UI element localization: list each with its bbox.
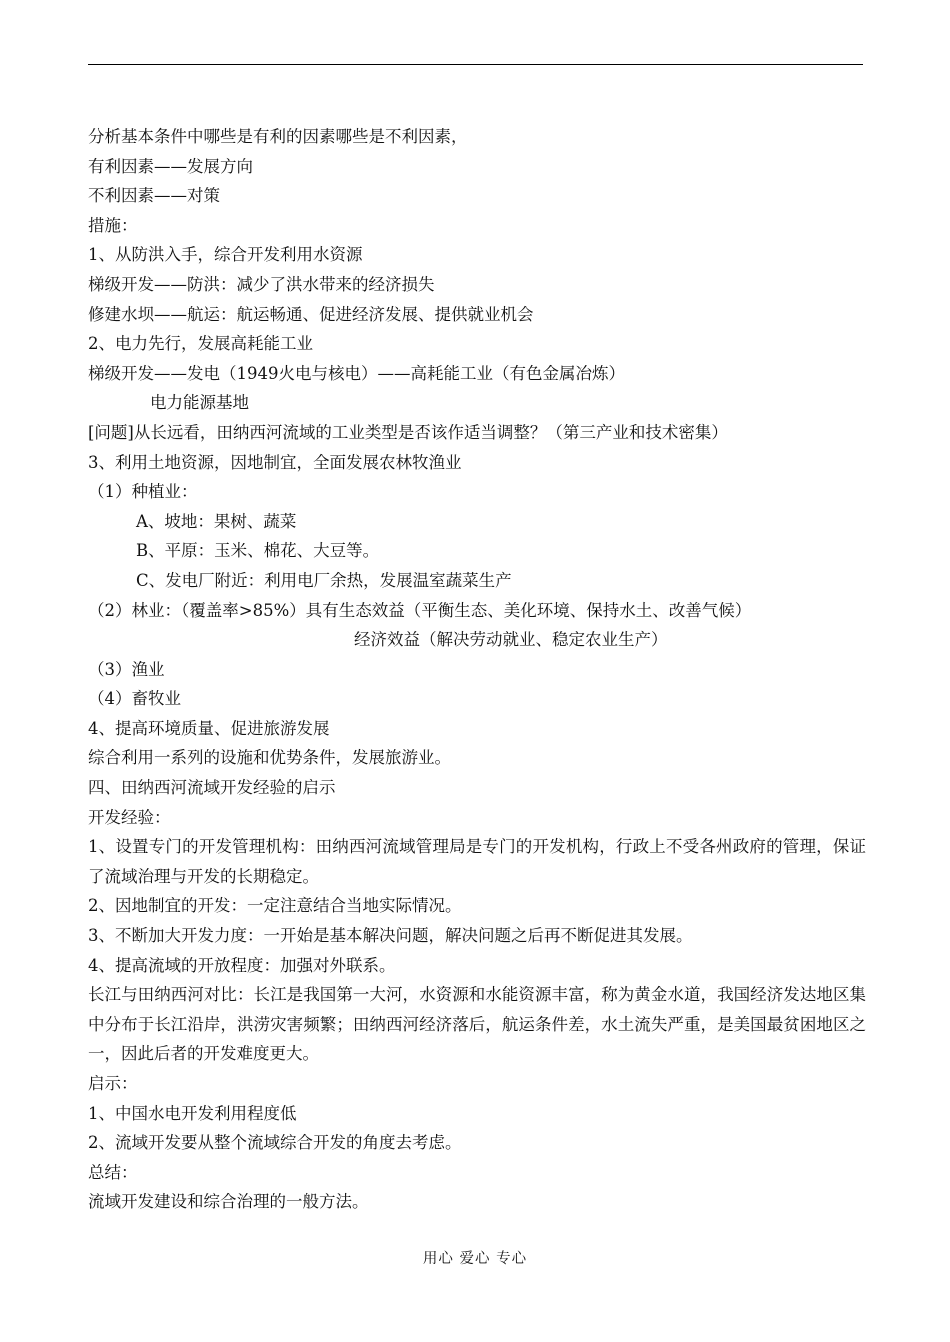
text-line: 措施：: [88, 215, 138, 235]
text-line: 梯级开发——防洪：减少了洪水带来的经济损失: [88, 274, 435, 294]
text-line: 不利因素——对策: [88, 186, 220, 206]
text-line: 3、利用土地资源，因地制宜，全面发展农林牧渔业: [88, 452, 462, 472]
text-line: 2、因地制宜的开发：一定注意结合当地实际情况。: [88, 896, 462, 916]
text-line: 电力能源基地: [150, 393, 249, 413]
header-rule: [88, 64, 863, 65]
text-line: 修建水坝——航运：航运畅通、促进经济发展、提供就业机会: [88, 304, 534, 324]
text-line: （1）种植业：: [88, 482, 198, 502]
text-line: 4、提高环境质量、促进旅游发展: [88, 718, 330, 738]
text-line: A、坡地：果树、蔬菜: [136, 511, 297, 531]
text-line: （2）林业：（覆盖率>85%）具有生态效益（平衡生态、美化环境、保持水土、改善气候）: [88, 600, 752, 620]
text-line: [问题]从长远看，田纳西河流域的工业类型是否该作适当调整？（第三产业和技术密集）: [88, 422, 728, 442]
page-footer: 用心 爱心 专心: [422, 1251, 528, 1267]
text-line: 四、田纳西河流域开发经验的启示: [88, 778, 336, 798]
text-line: 1、从防洪入手，综合开发利用水资源: [88, 245, 363, 265]
text-line: 1、中国水电开发利用程度低: [88, 1103, 297, 1123]
text-line: 2、电力先行，发展高耗能工业: [88, 334, 313, 354]
text-line: 3、不断加大开发力度：一开始是基本解决问题，解决问题之后再不断促进其发展。: [88, 926, 693, 946]
text-paragraph: 1、设置专门的开发管理机构：田纳西河流域管理局是专门的开发机构，行政上不受各州政府的管理，保证了流域治理与开发的长期稳定。: [88, 837, 866, 886]
text-line: 有利因素——发展方向: [88, 156, 253, 176]
text-line: （3）渔业: [88, 659, 165, 679]
text-paragraph: 长江与田纳西河对比：长江是我国第一大河，水资源和水能资源丰富，称为黄金水道，我国经济发达地区集中分布于长江沿岸，洪涝灾害频繁；田纳西河经济落后，航运条件差，水土流失严重，是美国最贫困地区之一，因此后者的开发难度更大。: [88, 985, 866, 1064]
text-line: B、平原：玉米、棉花、大豆等。: [136, 541, 380, 561]
text-line: 4、提高流域的开放程度：加强对外联系。: [88, 955, 396, 975]
text-line: 启示：: [88, 1074, 138, 1093]
text-line: 综合利用一系列的设施和优势条件，发展旅游业。: [88, 748, 451, 768]
text-line: 经济效益（解决劳动就业、稳定农业生产）: [354, 630, 668, 650]
text-line: 分析基本条件中哪些是有利的因素哪些是不利因素，: [88, 127, 468, 146]
text-line: 梯级开发——发电（1949火电与核电）——高耗能工业（有色金属冶炼）: [88, 363, 625, 383]
text-line: 开发经验：: [88, 807, 171, 827]
text-line: 总结：: [88, 1162, 138, 1182]
text-line: 2、流域开发要从整个流域综合开发的角度去考虑。: [88, 1133, 462, 1153]
text-line: （4）畜牧业: [88, 689, 181, 709]
document-body: [88, 122, 866, 1217]
text-line: C、发电厂附近：利用电厂余热，发展温室蔬菜生产: [136, 570, 512, 590]
text-line: 流域开发建设和综合治理的一般方法。: [88, 1192, 369, 1212]
